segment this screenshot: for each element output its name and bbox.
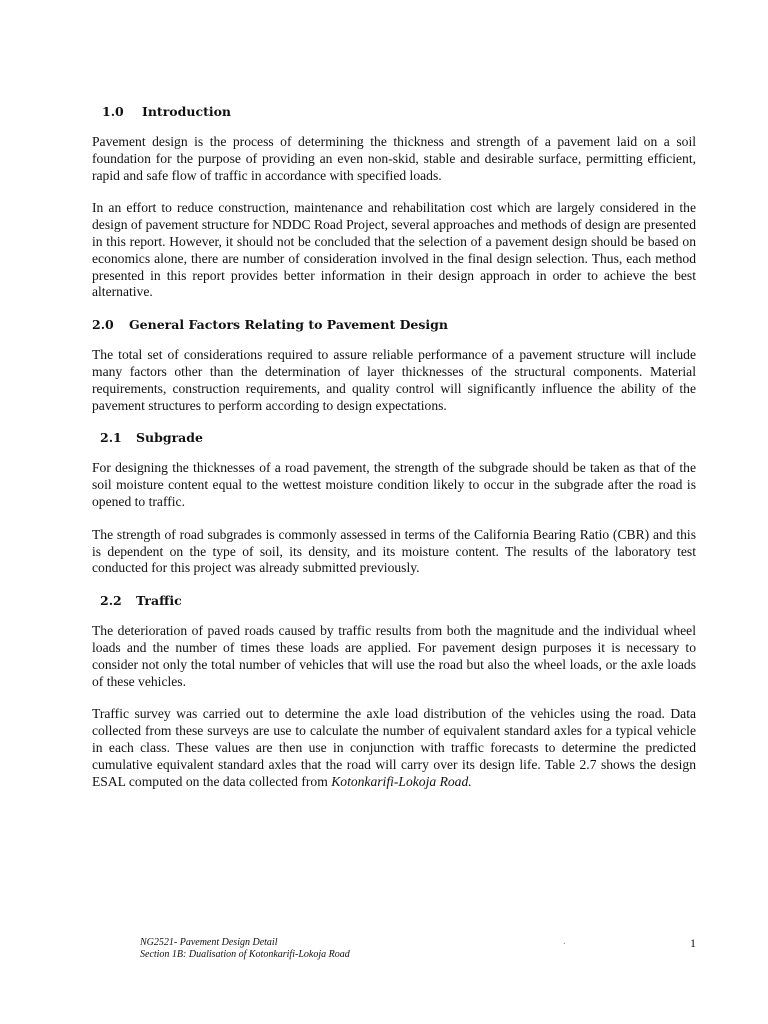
section-number: 2.1: [100, 430, 122, 446]
section-number: 2.0: [92, 317, 114, 333]
road-name: Kotonkarifi-Lokoja Road.: [331, 773, 472, 789]
section-heading-traffic: [92, 593, 696, 609]
page-number: 1: [690, 936, 696, 950]
section-title: General Factors Relating to Pavement Design: [129, 317, 448, 333]
section-title: Introduction: [142, 104, 232, 119]
paragraph: For designing the thicknesses of a road pavement, the strength of the subgrade should be taken as that of the soil moisture content equal to the wettest moisture condition likely to occur in the subgrade after the road is opened to traffic.: [92, 460, 696, 509]
section-title: Traffic: [136, 593, 182, 609]
footer-dot: .: [563, 936, 566, 947]
footer-section-title: Section 1B: Dualisation of Kotonkarifi-Lokoja Road: [140, 949, 350, 960]
page-footer: [140, 937, 696, 961]
paragraph: The deterioration of paved roads caused by traffic results from both the magnitude and the individual wheel loads and the number of times these loads are applied. For pavement design purposes it is necessary to consider not only the total number of vehicles that will use the road but also the wheel loads, or the axle loads of these vehicles.: [92, 623, 696, 689]
section-number: 1.0: [102, 104, 124, 119]
footer-document-title: NG2521- Pavement Design Detail: [140, 937, 278, 948]
document-body: [92, 100, 696, 790]
paragraph: In an effort to reduce construction, maintenance and rehabilitation cost which are largely considered in the design of pavement structure for NDDC Road Project, several approaches and methods of design are presented in this report. However, it should not be concluded that the selection of a pavement design should be based on economics alone, there are number of consideration involved in the final design selection. Thus, each method presented in this report provides better information in their design approach in order to achieve the best alternative.: [92, 200, 696, 300]
section-heading-subgrade: [92, 430, 696, 446]
paragraph-text: Traffic survey was carried out to determine the axle load distribution of the vehicles using the road. Data collected from these surveys are use to calculate the number of equivalent standard axles for a typical vehicle in each class. These values are then use in conjunction with traffic forecasts to determine the predicted cumulative equivalent standard axles that the road will carry over its design life. Table 2.7 shows the design ESAL computed on the data collected from: [92, 706, 696, 789]
paragraph: Pavement design is the process of determining the thickness and strength of a pavement laid on a soil foundation for the purpose of providing an even non-skid, stable and desirable surface, permitting efficient, rapid and safe flow of traffic in accordance with specified loads.: [92, 134, 696, 183]
paragraph: [92, 706, 696, 790]
section-heading-introduction: [92, 104, 696, 120]
paragraph: The strength of road subgrades is commonly assessed in terms of the California Bearing Ratio (CBR) and this is dependent on the type of soil, its density, and its moisture content. The results of the laboratory test conducted for this project was already submitted previously.: [92, 526, 696, 576]
section-title: Subgrade: [136, 430, 203, 446]
section-heading-general-factors: [92, 317, 696, 333]
section-number: 2.2: [100, 593, 122, 609]
paragraph: The total set of considerations required to assure reliable performance of a pavement structure will include many factors other than the determination of layer thicknesses of the structural components. Material requirements, construction requirements, and quality control will significantly influence the ability of the pavement structures to perform according to design expectations.: [92, 347, 696, 413]
